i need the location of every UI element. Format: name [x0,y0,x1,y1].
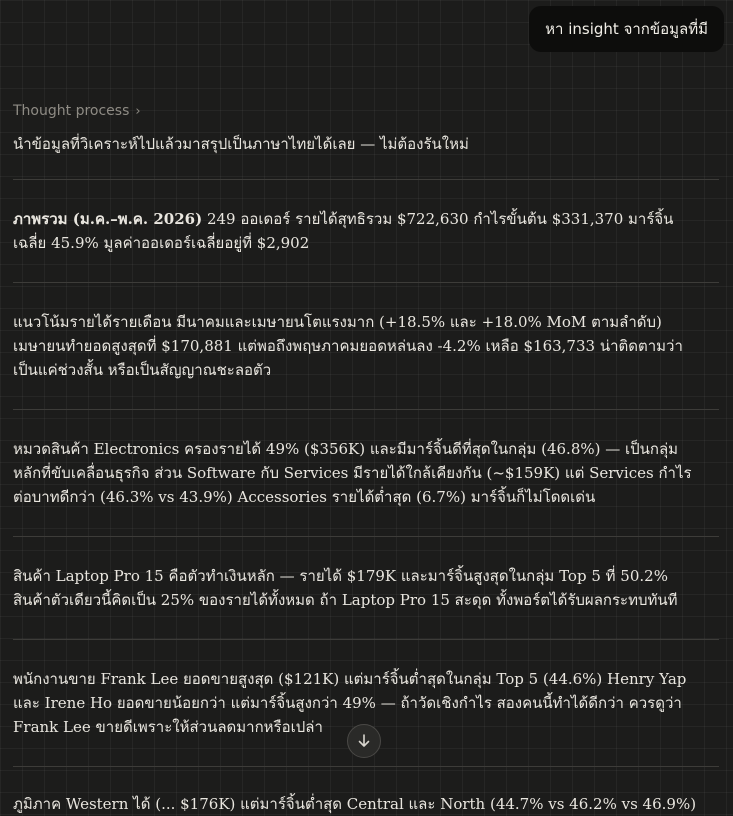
insight-body: สินค้า Laptop Pro 15 คือตัวทำเงินหลัก — รายได้ $179K และมาร์จิ้นสูงสุดในกลุ่ม Top 5 ที่ 50.2% สินค้าตัวเดียวนี้คิดเป็น 25% ของรายได้ทั้งหมด ถ้า Laptop Pro 15 สะดุด ทั้งพอร์ตได้รับผลกระทบทันที [13,567,678,609]
insight-category [13,437,703,509]
insight-monthly-trend [13,310,703,382]
insight-body: 249 ออเดอร์ รายได้สุทธิรวม $722,630 กำไรขั้นต้น $331,370 มาร์จิ้นเฉลี่ย 45.9% มูลค่าออเดอร์เฉลี่ยอยู่ที่ $2,902 [13,210,674,252]
insight-body: หมวดสินค้า Electronics ครองรายได้ 49% ($356K) และมีมาร์จิ้นดีที่สุดในกลุ่ม (46.8%) — เป็นกลุ่มหลักที่ขับเคลื่อนธุรกิจ ส่วน Software กับ Services มีรายได้ใกล้เคียงกัน (~$159K) แต่ Services กำไรต่อบาทดีกว่า (46.3% vs 43.9%) Accessories รายได้ต่ำสุด (6.7%) มาร์จิ้นก็ไม่โดดเด่น [13,440,692,506]
divider [13,766,719,767]
thought-process-toggle[interactable] [13,100,719,122]
insight-heading: ภาพรวม (ม.ค.–พ.ค. 2026) [13,210,203,228]
intro-text: นำข้อมูลที่วิเคราะห์ไปแล้วมาสรุปเป็นภาษาไทยได้เลย — ไม่ต้องรันใหม่ [13,135,469,153]
user-message-bubble [529,6,724,52]
divider [13,639,719,640]
insight-body: พนักงานขาย Frank Lee ยอดขายสูงสุด ($121K) แต่มาร์จิ้นต่ำสุดในกลุ่ม Top 5 (44.6%) Henry Yap และ Irene Ho ยอดขายน้อยกว่า แต่มาร์จิ้นสูงกว่า 49% — ถ้าวัดเชิงกำไร สองคนนี้ทำได้ดีกว่า ควรดูว่า Frank Lee ขายดีเพราะให้ส่วนลดมากหรือเปล่า [13,670,687,736]
insight-body: แนวโน้มรายได้รายเดือน มีนาคมและเมษายนโตแรงมาก (+18.5% และ +18.0% MoM ตามลำดับ) เมษายนทำยอดสูงสุดที่ $170,881 แต่พอถึงพฤษภาคมยอดหล่นลง -4.2% เหลือ $163,733 น่าติดตามว่าเป็นแค่ช่วงสั้น หรือเป็นสัญญาณชะลอตัว [13,313,683,379]
divider [13,282,719,283]
divider [13,179,719,180]
scroll-to-bottom-button[interactable] [347,724,381,758]
divider [13,409,719,410]
user-message-text: หา insight จากข้อมูลที่มี [545,20,708,38]
arrow-down-icon [356,733,372,749]
insight-region-partial: ภูมิภาค Western ได้ (... $176K) แต่มาร์จิ้นต่ำสุด Central และ North (44.7% vs 46.2% vs 46.9%) [13,795,697,813]
insight-overview [13,207,703,255]
divider [13,536,719,537]
chevron-right-icon: › [135,103,141,119]
assistant-response [13,100,719,816]
insight-product [13,564,703,612]
thought-process-label: Thought process [13,103,130,119]
